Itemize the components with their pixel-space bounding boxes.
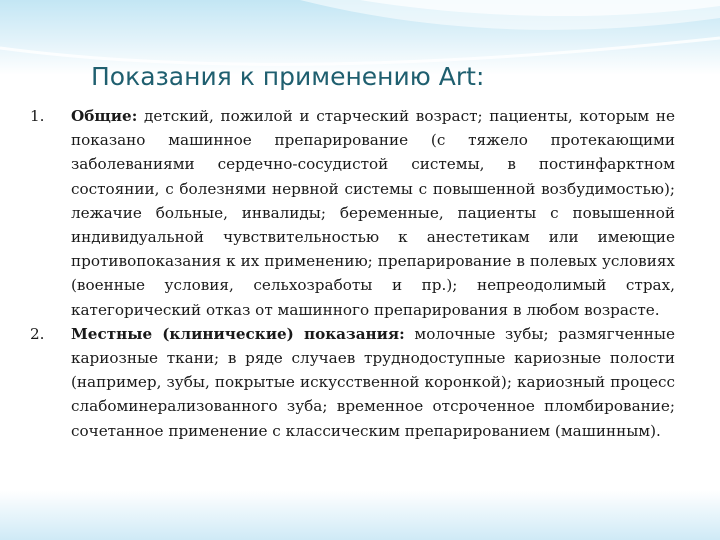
list-item-number: 1.	[30, 107, 45, 125]
footer-gradient-band	[0, 490, 720, 540]
indications-list	[30, 104, 675, 443]
list-item-number: 2.	[30, 324, 45, 343]
list-item-lead: Местные (клинические) показания:	[71, 324, 405, 343]
list-item-text: молочные зубы; размягченные кариозные ткани; в ряде случаев труднодоступные кариозные полости (например, зубы, покрытые искусственной коронкой); кариозный процесс слабоминерализованного зуба; временное отсроченное пломбирование; сочетанное применение с классическим препарированием (машинным).	[71, 324, 675, 440]
slide-title: Показания к применению Art:	[91, 62, 485, 91]
list-item-lead: Общие:	[71, 107, 138, 125]
list-item-text: детский, пожилой и старческий возраст; пациенты, которым не показано машинное препарирование (с тяжело протекающими заболеваниями сердечно-сосудистой системы, в постинфарктном состоянии, с болезнями нервной системы с повышенной возбудимостью); лежачие больные, инвалиды; беременные, пациенты с повышенной индивидуальной чувствительностью к анестетикам или имеющие противопоказания к их применению; препарирование в полевых условиях (военные условия, сельхозработы и пр.); непреодолимый страх, категорический отказ от машинного препарирования в любом возрасте.	[71, 107, 675, 319]
list-item-local	[30, 322, 675, 443]
list-item-general	[30, 104, 675, 322]
